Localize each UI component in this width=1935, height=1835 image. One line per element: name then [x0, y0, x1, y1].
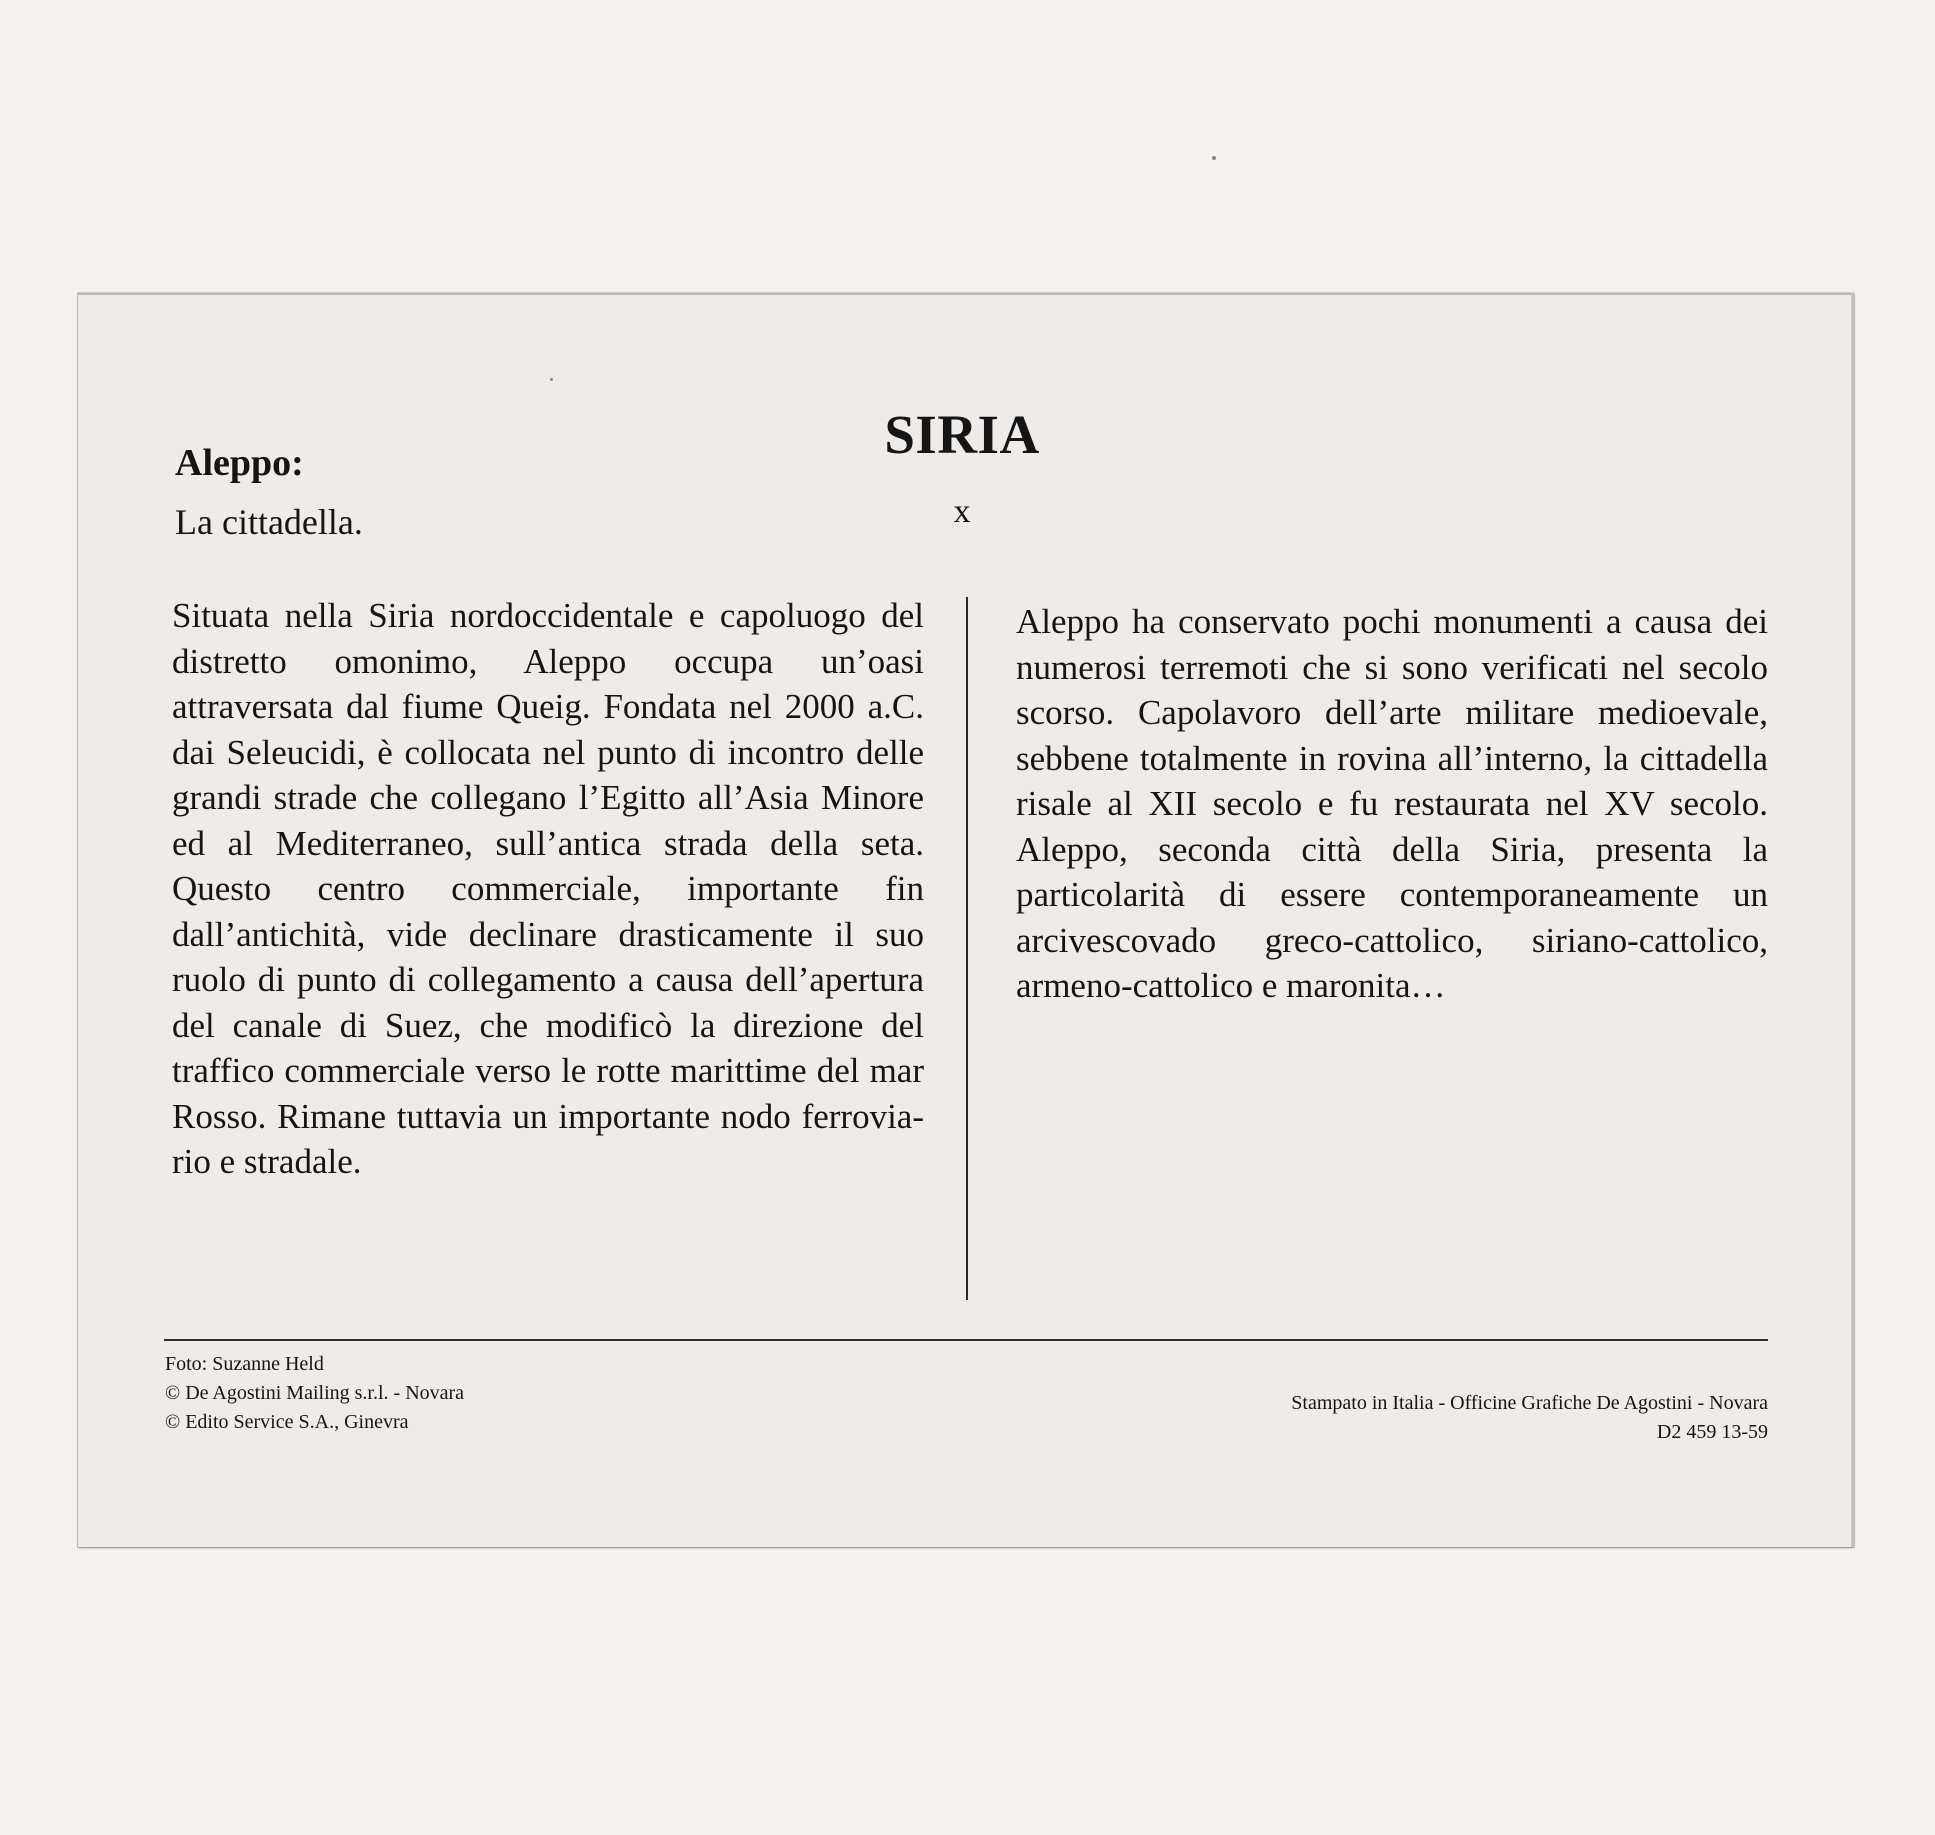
- place-heading: Aleppo:: [175, 442, 304, 484]
- product-code: D2 459 13-59: [1656, 1421, 1768, 1443]
- footer-rule: [164, 1339, 1768, 1341]
- postcard-back: [78, 293, 1854, 1547]
- card-title: SIRIA: [884, 404, 1040, 465]
- dust-speck: [550, 378, 553, 381]
- left-column-text: Situata nella Siria nordoccidentale e capoluogo del distretto omonimo, Aleppo occupa un’oasi attraversata dal fiume Queig. Fondata nel 2000 a.C. dai Seleucidi, è collocata nel punto di incontro delle grandi strade che collegano l’Egitto all’Asia Minore ed al Mediterraneo, sull’antica strada della seta. Questo centro commerciale, importante fin dall’antichità, vide declinare drasticamente il suo ruolo di punto di collegamento a causa dell’apertura del canale di Suez, che modificò la direzione del traffico commerciale verso le rotte marittime del mar Rosso. Rimane tuttavia un importante nodo ferroviario e stradale.: [172, 596, 924, 1181]
- right-column-text: Aleppo ha conservato pochi monumenti a causa dei numerosi terremoti che si sono verificati nel secolo scorso. Capolavoro dell’arte militare medioevale, sebbene totalmente in rovina all’interno, la cittadella risale al XII secolo e fu restaurata nel XV secolo. Aleppo, seconda città della Siria, presenta la particolarità di essere contemporaneamente un arcivescovado greco-cattolico, siriano-cattolico, armeno-cattolico e maronita…: [1016, 602, 1768, 1005]
- credit-line: © De Agostini Mailing s.r.l. - Novara: [165, 1382, 465, 1404]
- photo-credits: [165, 1350, 464, 1437]
- printer-line: Stampato in Italia - Officine Grafiche De Agostini - Novara: [1291, 1392, 1768, 1414]
- card-right-edge: [1851, 293, 1854, 1547]
- card-top-edge: [78, 293, 1854, 295]
- subject-line: La cittadella.: [175, 502, 363, 542]
- printer-info: [1291, 1389, 1768, 1447]
- credit-line: © Edito Service S.A., Ginevra: [165, 1411, 409, 1433]
- credit-line: Foto: Suzanne Held: [165, 1353, 324, 1375]
- dust-speck: [1212, 156, 1216, 160]
- title-mark: x: [953, 493, 971, 530]
- column-divider: [966, 597, 968, 1300]
